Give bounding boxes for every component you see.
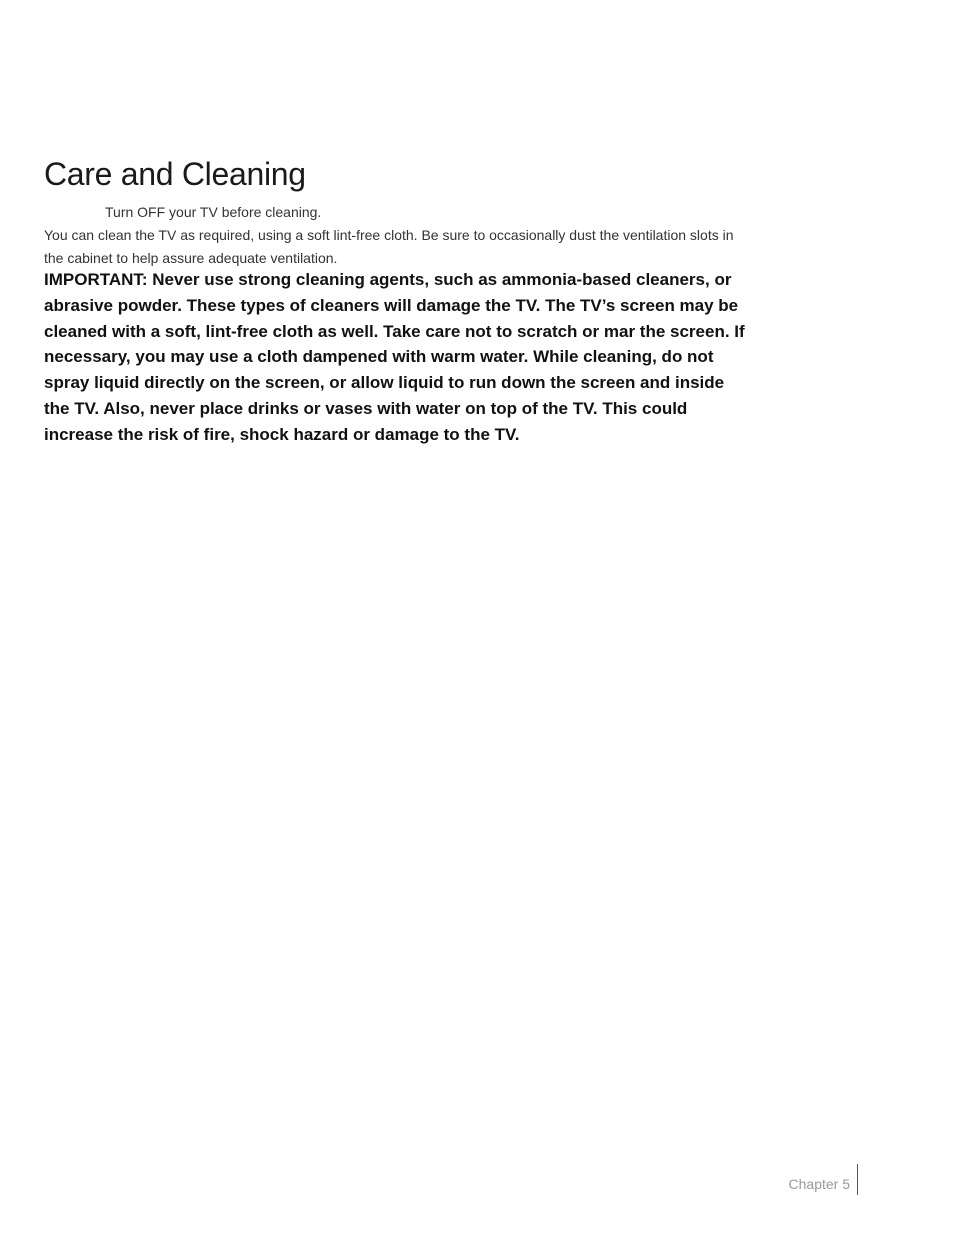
- important-warning: IMPORTANT: Never use strong cleaning agents, such as ammonia-based cleaners, or abrasive powder. These types of cleaners will damage the TV. The TV’s screen may be cleaned with a soft, lint-free cloth as well. Take care not to scratch or mar the screen. If necessary, you may use a cloth dampened with warm water. While cleaning, do not spray liquid directly on the screen, or allow liquid to run down the screen and inside the TV. Also, never place drinks or vases with water on top of the TV. This could increase the risk of fire, shock hazard or damage to the TV.: [44, 270, 745, 444]
- chapter-label: Chapter 5: [788, 1176, 850, 1192]
- cleaning-instructions: You can clean the TV as required, using a soft lint-free cloth. Be sure to occasionally dust the ventilation slots in the cabinet to help assure adequate ventilation.: [44, 227, 734, 266]
- page-title: Care and Cleaning: [44, 156, 306, 192]
- footer-divider: [857, 1164, 858, 1195]
- power-off-note: Turn OFF your TV before cleaning.: [105, 204, 322, 220]
